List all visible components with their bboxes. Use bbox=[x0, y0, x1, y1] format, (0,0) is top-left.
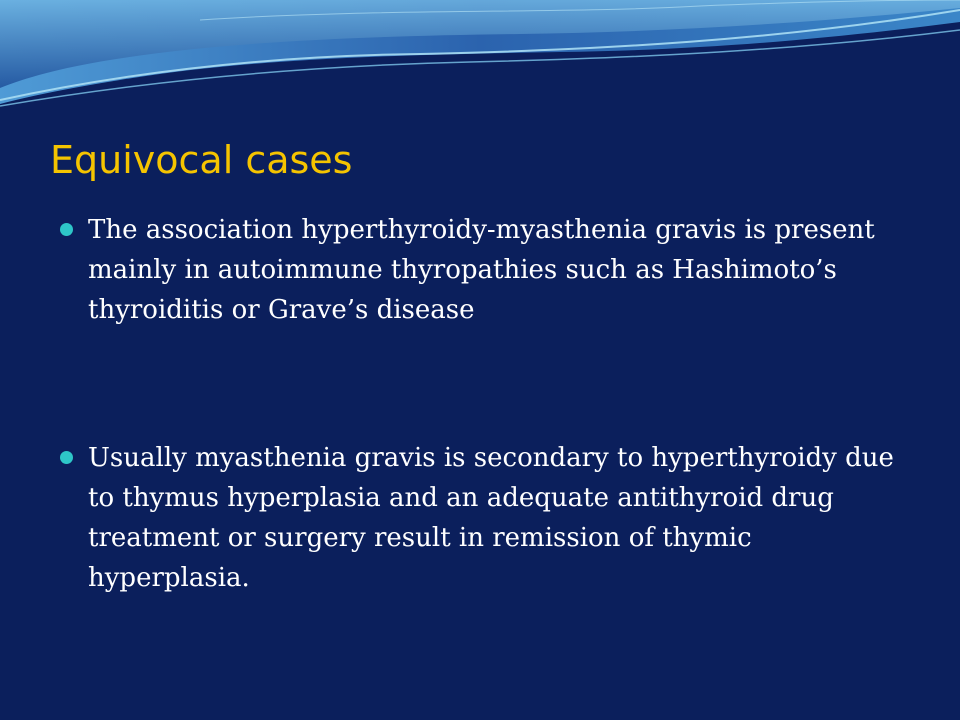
wave-header-decoration bbox=[0, 0, 960, 110]
bullet-list bbox=[60, 210, 920, 598]
bullet-dot-icon bbox=[60, 451, 73, 464]
bullet-dot-icon bbox=[60, 223, 73, 236]
slide-title: Equivocal cases bbox=[50, 138, 353, 182]
bullet-item bbox=[60, 438, 920, 598]
bullet-text: Usually myasthenia gravis is secondary to hyperthyroidy due to thymus hyperplasia and an adequate antithyroid drug treatment or surgery result in remission of thymic hyperplasia. bbox=[88, 443, 894, 593]
bullet-item bbox=[60, 210, 920, 330]
bullet-text: The association hyperthyroidy-myasthenia gravis is present mainly in autoimmune thyropathies such as Hashimoto’s thyroiditis or Grave’s disease bbox=[88, 215, 875, 325]
